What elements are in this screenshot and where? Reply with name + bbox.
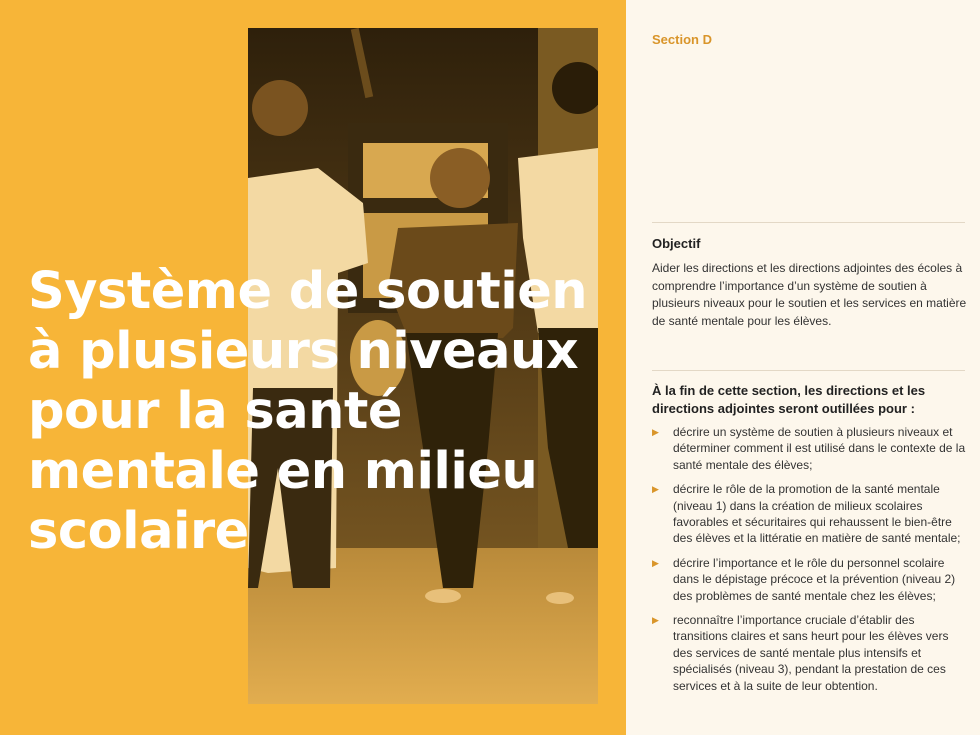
bullet-arrow-icon: ▶ bbox=[652, 484, 659, 495]
section-label: Section D bbox=[652, 32, 712, 47]
divider-top bbox=[652, 222, 965, 223]
list-item-text: décrire un système de soutien à plusieurs niveaux et déterminer comment il est utilisé dans le contexte de la santé mentale des élèves; bbox=[673, 425, 966, 472]
objective-text: Aider les directions et les directions adjointes des écoles à comprendre l’importance d’un système de soutien à plusieurs niveaux pour le soutien et les services en matière de santé mentale pour les élèves. bbox=[652, 261, 967, 328]
outcomes-heading: À la fin de cette section, les directions et les directions adjointes seront outillées pour : bbox=[652, 383, 926, 416]
list-item bbox=[652, 612, 967, 694]
info-panel bbox=[626, 0, 980, 735]
list-item bbox=[652, 481, 967, 547]
bullet-arrow-icon: ▶ bbox=[652, 615, 659, 626]
list-item-text: décrire l’importance et le rôle du personnel scolaire dans le dépistage précoce et la prévention (niveau 2) des problèmes de santé mentale chez les élèves; bbox=[673, 555, 956, 603]
list-item-text: décrire le rôle de la promotion de la santé mentale (niveau 1) dans la création de milieux scolaires favorables et sécuritaires qui rehaussent le bien-être des élèves et la littératie en matière de santé mentale; bbox=[673, 482, 961, 546]
list-item-text: reconnaître l’importance cruciale d’établir des transitions claires et sans heurt pour les élèves vers des services de santé mentale plus intensifs et spécialisés (niveau 3), pendant la prestation de ces services et à la suite de leur obtention. bbox=[673, 613, 949, 693]
divider-middle bbox=[652, 370, 965, 371]
list-item bbox=[652, 555, 967, 604]
bullet-arrow-icon: ▶ bbox=[652, 557, 659, 568]
objective-heading: Objectif bbox=[652, 236, 701, 251]
bullet-arrow-icon: ▶ bbox=[652, 427, 659, 437]
outcomes-list bbox=[652, 424, 967, 702]
cover-title: Système de soutien à plusieurs niveaux pour la santé mentale en milieu scolaire bbox=[28, 262, 588, 561]
list-item bbox=[652, 424, 967, 473]
